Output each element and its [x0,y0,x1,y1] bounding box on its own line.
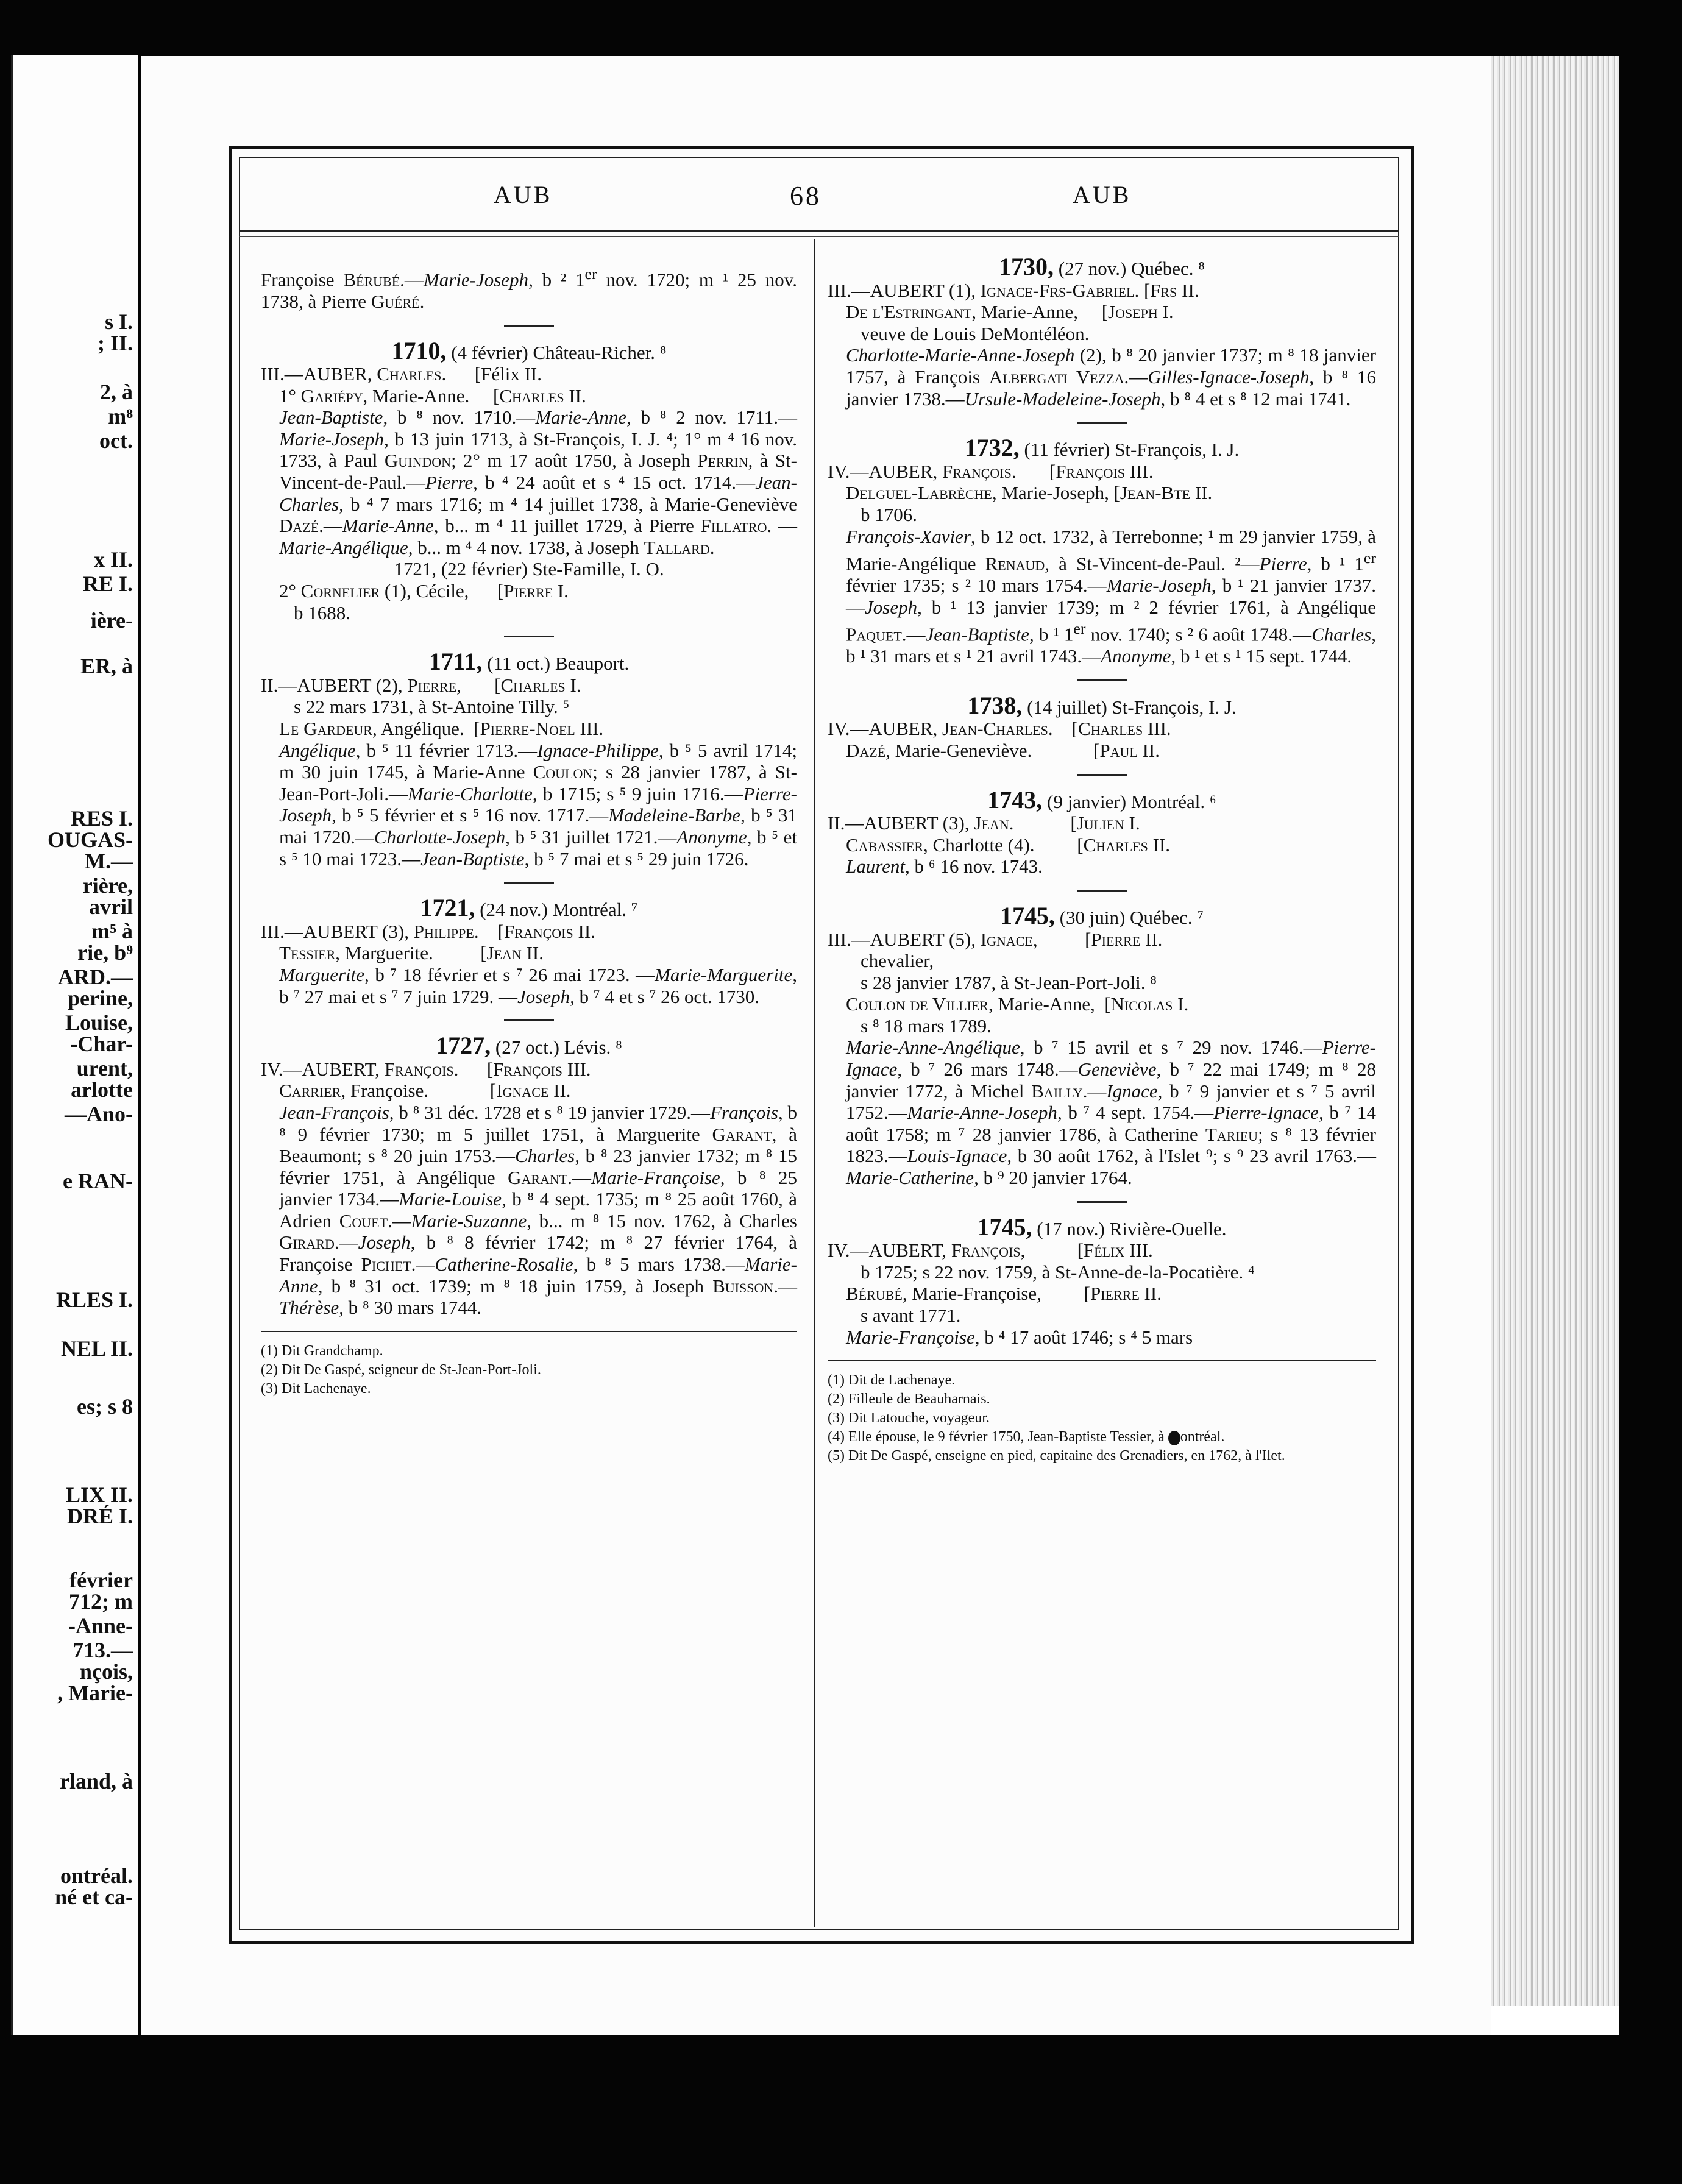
entry-separator [504,636,554,637]
genealogy-text: s avant 1771. [861,1305,961,1326]
marriage-year: 1727, [436,1032,491,1060]
genealogy-text: s 28 janvier 1787, à St-Jean-Port-Joli. ⁸ [861,971,1157,993]
marriage-year: 1743, [987,785,1043,814]
scan-border-left [0,0,11,2184]
left-page-fragment: ontréal. [60,1863,133,1888]
footnote-rule [261,1331,797,1332]
genealogy-text: III.—AUBER, Charles. [Félix II. [261,363,542,385]
marriage-place: (27 nov.) Québec. ⁸ [1053,258,1205,279]
page-number: 68 [790,181,821,211]
genealogy-text: IV.—AUBERT, François. [François III. [261,1058,591,1080]
genealogy-text: III.—AUBERT (5), Ignace, [Pierre II. [828,928,1163,950]
footnote: (1) Dit Grandchamp. [261,1342,383,1359]
footnote: (1) Dit de Lachenaye. [828,1372,956,1389]
marriage-place: (9 janvier) Montréal. ⁶ [1042,790,1216,812]
genealogy-text: Marguerite, b ⁷ 18 février et s ⁷ 26 mai 1723. —Marie-Marguerite, b ⁷ 27 mai et s ⁷ 7 juin 1729. —Joseph, b ⁷ 4 et s ⁷ 26 oct. 1730. [279,963,797,1007]
left-page-fragment: NEL II. [60,1336,133,1361]
left-page-fragment: 712; m [69,1589,133,1614]
footnote: (3) Dit Lachenaye. [261,1380,371,1397]
left-page-fragment: m⁸ [108,404,133,428]
left-page-fragment: février [69,1568,133,1592]
footnote: (5) Dit De Gaspé, enseigne en pied, capitaine des Grenadiers, en 1762, à l'Ilet. [828,1448,1285,1464]
entry-separator [504,1019,554,1021]
marriage-heading [261,894,797,922]
left-page-fragment: M.— [85,849,133,873]
genealogy-text: Marie-Françoise, b ⁴ 17 août 1746; s ⁴ 5 mars [846,1326,1193,1348]
left-page-fragment: ER, à [80,654,133,678]
genealogy-text: Angélique, b ⁵ 11 février 1713.—Ignace-Philippe, b ⁵ 5 avril 1714; m 30 juin 1745, à Marie-Anne Coulon; s 28 janvier 1787, à St-Jean-Port-Joli.—Marie-Charlotte, b 1715; s ⁵ 9 juin 1716.—Pierre-Joseph, b ⁵ 5 février et s ⁵ 16 nov. 1717.—Madeleine-Barbe, b ⁵ 31 mai 1720.—Charlotte-Joseph, b ⁵ 31 juillet 1721.—Anonyme, b ⁵ et s ⁵ 10 mai 1723.—Jean-Baptiste, b ⁵ 7 mai et s ⁵ 29 juin 1726. [279,739,798,870]
left-page-fragment: avril [89,895,133,919]
genealogy-text: veuve de Louis DeMontéléon. [861,322,1090,344]
running-head-right: AUB [1073,181,1132,208]
entry-separator [504,325,554,327]
left-page-fragment: Louise, [65,1010,133,1035]
left-page-fragment: RES I. [70,806,133,831]
left-page-fragment: 713.— [73,1638,133,1662]
genealogy-text: Dazé, Marie-Geneviève. [Paul II. [846,739,1160,761]
left-page-fragment: ; II. [97,331,133,355]
genealogy-text: III.—AUBERT (1), Ignace-Frs-Gabriel. [Frs II. [828,279,1199,301]
left-page-fragment: RLES I. [55,1288,133,1312]
genealogy-text: II.—AUBERT (2), Pierre, [Charles I. [261,674,581,696]
genealogy-text: François-Xavier, b 12 oct. 1732, à Terrebonne; ¹ m 29 janvier 1759, à Marie-Angélique Renaud, à St-Vincent-de-Paul. ²—Pierre, b ¹ 1er février 1735; s ² 10 mars 1754.—Marie-Joseph, b ¹ 21 janvier 1737.—Joseph, b ¹ 13 janvier 1739; m ² 2 février 1761, à Angélique Paquet.—Jean-Baptiste, b ¹ 1er nov. 1740; s ² 6 août 1748.—Charles, b ¹ 31 mars et s ¹ 21 avril 1743.—Anonyme, b ¹ et s ¹ 15 sept. 1744. [846,525,1376,667]
genealogy-text: IV.—AUBER, Jean-Charles. [Charles III. [828,718,1171,740]
genealogy-text: Tessier, Marguerite. [Jean II. [279,942,544,964]
left-page-fragment: m⁵ à [91,919,133,943]
left-page-fragment: oct. [99,428,133,453]
footnote: (4) Elle épouse, le 9 février 1750, Jean-Baptiste Tessier, à ontréal. [828,1429,1225,1445]
footnote: (2) Filleule de Beauharnais. [828,1391,990,1408]
marriage-place: (27 oct.) Lévis. ⁸ [491,1037,622,1058]
genealogy-text: Carrier, Françoise. [Ignace II. [279,1080,571,1102]
genealogy-text: chevalier, [861,950,934,972]
right-column [828,253,1377,1466]
left-page-fragment: es; s 8 [77,1394,133,1419]
marriage-place: (14 juillet) St-François, I. J. [1022,696,1237,718]
genealogy-text: Françoise Bérubé.—Marie-Joseph, b ² 1er nov. 1720; m ¹ 25 nov. 1738, à Pierre Guéré. [261,265,797,312]
left-page-fragment: —Ano- [64,1102,133,1126]
genealogy-text: Jean-François, b ⁸ 31 déc. 1728 et s ⁸ 19 janvier 1729.—François, b ⁸ 9 février 1730; m 5 juillet 1751, à Marguerite Garant, à Beaumont; s ⁸ 20 juin 1753.—Charles, b ⁸ 23 janvier 1732; m ⁸ 15 février 1751, à Angélique Garant.—Marie-Françoise, b ⁸ 25 janvier 1734.—Marie-Louise, b ⁸ 4 sept. 1735; m ⁸ 25 août 1760, à Adrien Couet.—Marie-Suzanne, b... m ⁸ 15 nov. 1762, à Charles Girard.—Joseph, b ⁸ 8 février 1742; m ⁸ 27 février 1764, à Françoise Pichet.—Catherine-Rosalie, b ⁸ 5 mars 1738.—Marie-Anne, b ⁸ 31 oct. 1739; m ⁸ 18 juin 1759, à Joseph Buisson.—Thérèse, b ⁸ 30 mars 1744. [279,1101,798,1319]
marriage-heading [828,785,1376,814]
entry-separator [1077,679,1127,681]
genealogy-text: Charlotte-Marie-Anne-Joseph (2), b ⁸ 20 janvier 1737; m ⁸ 18 janvier 1757, à François Albergati Vezza.—Gilles-Ignace-Joseph, b ⁸ 16 janvier 1738.—Ursule-Madeleine-Joseph, b ⁸ 4 et s ⁸ 12 mai 1741. [846,344,1376,410]
genealogy-text: s ⁸ 18 mars 1789. [861,1015,992,1037]
genealogy-text: III.—AUBERT (3), Philippe. [François II. [261,920,595,942]
scan-border-right [1619,0,1682,2184]
left-page-fragment: OUGAS- [47,828,133,852]
left-page-fragment: ière- [90,608,133,633]
marriage-year: 1745, [999,901,1055,929]
footnote: (2) Dit De Gaspé, seigneur de St-Jean-Port-Joli. [261,1361,541,1378]
previous-page-edge [11,55,138,2035]
genealogy-text: Delguel-Labrèche, Marie-Joseph, [Jean-Bte II. [846,482,1213,504]
genealogy-text: Le Gardeur, Angélique. [Pierre-Noel III. [279,718,604,740]
genealogy-text: b 1706. [861,503,917,525]
genealogy-text: IV.—AUBER, François. [François III. [828,460,1154,482]
left-page-fragment: urent, [76,1056,133,1080]
left-page-fragment: -Char- [70,1032,133,1056]
genealogy-text: IV.—AUBERT, François, [Félix III. [828,1239,1153,1261]
genealogy-text: Cabassier, Charlotte (4). [Charles II. [846,834,1171,856]
marriage-place: (24 nov.) Montréal. ⁷ [475,899,638,921]
marriage-heading [261,1032,797,1060]
marriage-place: (30 juin) Québec. ⁷ [1054,906,1204,928]
genealogy-text: b 1725; s 22 nov. 1759, à St-Anne-de-la-Pocatière. ⁴ [861,1261,1255,1283]
left-page-fragment: rière, [82,873,133,898]
left-page-fragment: perine, [68,986,133,1010]
left-page-fragment: s I. [104,310,133,334]
running-head-left: AUB [494,181,553,208]
left-page-fragment: -Anne- [68,1614,133,1638]
left-page-fragment: LIX II. [65,1483,133,1507]
marriage-place: (11 oct.) Beauport. [482,653,630,675]
footnote: (3) Dit Latouche, voyageur. [828,1410,990,1427]
header-rule [239,230,1399,232]
genealogy-text: Bérubé, Marie-Françoise, [Pierre II. [846,1283,1162,1305]
column-divider [814,239,815,1927]
marriage-heading [261,336,797,364]
genealogy-text: Marie-Anne-Angélique, b ⁷ 15 avril et s ⁷ 29 nov. 1746.—Pierre-Ignace, b ⁷ 26 mars 1748.—Geneviève, b ⁷ 22 mai 1749; m ⁸ 28 janvier 1772, à Michel Bailly.—Ignace, b ⁷ 9 janvier et s ⁷ 5 avril 1752.—Marie-Anne-Joseph, b ⁷ 4 sept. 1754.—Pierre-Ignace, b ⁷ 14 août 1758; m ⁷ 28 janvier 1786, à Catherine Tarieu; s ⁸ 13 février 1823.—Louis-Ignace, b 30 août 1762, à l'Islet ⁹; s ⁹ 23 avril 1763.—Marie-Catherine, b ⁹ 20 janvier 1764. [846,1037,1377,1189]
marriage-year: 1732, [964,434,1020,462]
genealogy-text: Jean-Baptiste, b ⁸ nov. 1710.—Marie-Anne, b ⁸ 2 nov. 1711.—Marie-Joseph, b 13 juin 1713, à St-François, I. J. ⁴; 1° m ⁴ 16 nov. 1733, à Paul Guindon; 2° m 17 août 1750, à Joseph Perrin, à St-Vincent-de-Paul.—Pierre, b ⁴ 24 août et s ⁴ 15 oct. 1714.—Jean-Charles, b ⁴ 7 mars 1716; m ⁴ 14 juillet 1738, à Marie-Geneviève Dazé.—Marie-Anne, b... m ⁴ 11 juillet 1729, à Pierre Fillatro. —Marie-Angélique, b... m ⁴ 4 nov. 1738, à Joseph Tallard. [279,406,798,558]
genealogy-text: Laurent, b ⁶ 16 nov. 1743. [846,856,1043,878]
marriage-heading [828,901,1376,929]
marriage-place: (17 nov.) Rivière-Ouelle. [1032,1218,1227,1239]
genealogy-text: 1° Gariépy, Marie-Anne. [Charles II. [279,385,586,406]
left-column [261,263,797,1399]
left-page-fragment: rie, b⁹ [77,940,133,965]
marriage-year: 1730, [998,253,1054,280]
page-stack-edge [1491,56,1619,2006]
left-page-fragment: rland, à [59,1769,133,1793]
left-page-fragment: ARD.— [58,965,133,989]
genealogy-text: De l'Estringant, Marie-Anne, [Joseph I. [846,301,1174,323]
marriage-heading [828,253,1376,280]
footnote-rule [828,1360,1376,1361]
marriage-heading [828,434,1376,462]
genealogy-text: Coulon de Villier, Marie-Anne, [Nicolas I. [846,993,1189,1015]
left-page-fragment: , Marie- [57,1681,133,1705]
scan-border-top [0,0,1682,56]
marriage-year: 1738, [967,691,1023,719]
marriage-year: 1711, [428,648,483,676]
entry-separator [1077,890,1127,892]
entry-separator [1077,774,1127,776]
left-page-fragment: 2, à [100,380,133,404]
marriage-year: 1710, [391,336,447,364]
scan-border-bottom [0,2035,1682,2184]
marriage-year: 1721, [420,894,475,922]
marriage-year: 1745, [977,1213,1032,1241]
header-rule-thin [239,236,1399,237]
left-page-fragment: arlotte [71,1077,133,1102]
second-marriage-heading: 1721, (22 février) Ste-Famille, I. O. [394,558,664,580]
entry-separator [1077,1201,1127,1203]
left-page-fragment: e RAN- [63,1169,133,1193]
left-page-fragment: x II. [93,547,133,572]
left-page-fragment: DRÉ I. [66,1504,133,1528]
genealogy-text: b 1688. [294,601,350,623]
entry-separator [1077,422,1127,424]
marriage-place: (4 février) Château-Richer. ⁸ [446,341,667,363]
left-page-fragment: né et ca- [55,1885,133,1909]
genealogy-text: II.—AUBERT (3), Jean. [Julien I. [828,812,1140,834]
left-page-fragment: nçois, [79,1659,133,1684]
entry-separator [504,882,554,884]
genealogy-text: s 22 mars 1731, à St-Antoine Tilly. ⁵ [294,696,570,718]
marriage-heading [828,691,1376,719]
marriage-place: (11 février) St-François, I. J. [1019,439,1240,461]
marriage-heading [261,648,797,676]
left-page-fragment: RE I. [82,572,133,596]
marriage-heading [828,1213,1376,1241]
genealogy-text: 2° Cornelier (1), Cécile, [Pierre I. [279,580,569,602]
